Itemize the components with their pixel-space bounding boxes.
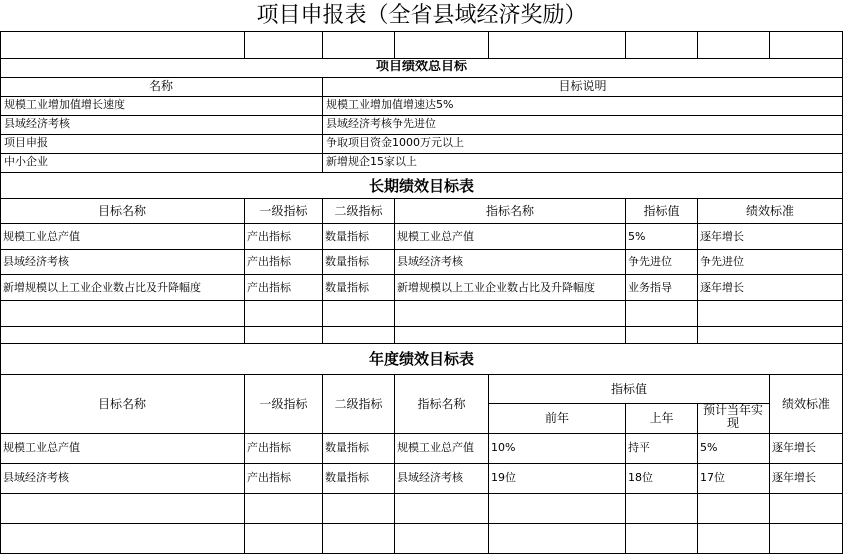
annual-header-level2: 二级指标 <box>334 397 383 411</box>
annual-header-indicator: 指标名称 <box>417 397 466 411</box>
longterm-row-standard: 逐年增长 <box>700 230 744 243</box>
longterm-row-standard: 争先进位 <box>700 255 744 268</box>
overall-col-desc: 目标说明 <box>558 79 607 93</box>
page-title: 项目申报表（全省县域经济奖励） <box>256 3 587 28</box>
longterm-row-value: 业务指导 <box>628 281 672 294</box>
annual-header-level1: 一级指标 <box>259 397 308 411</box>
longterm-header-indicator: 指标名称 <box>485 204 534 218</box>
annual-header-standard: 绩效标准 <box>781 397 830 411</box>
longterm-section-heading: 长期绩效目标表 <box>368 177 474 195</box>
longterm-row-value: 争先进位 <box>628 255 672 268</box>
longterm-row-level1: 产出指标 <box>247 230 291 243</box>
overall-row-name: 项目申报 <box>4 136 48 149</box>
annual-row-prev2: 10% <box>491 441 516 454</box>
longterm-header-level2: 二级指标 <box>334 204 383 218</box>
longterm-row-target: 规模工业总产值 <box>3 230 80 243</box>
annual-row-prev2: 19位 <box>491 471 516 484</box>
annual-header-target: 目标名称 <box>97 397 146 411</box>
overall-row-name: 县域经济考核 <box>4 117 70 130</box>
longterm-header-level1: 一级指标 <box>259 204 308 218</box>
annual-row-level2: 数量指标 <box>325 471 369 484</box>
longterm-row-target: 县域经济考核 <box>3 255 69 268</box>
longterm-row-indicator: 县域经济考核 <box>397 255 463 268</box>
longterm-row-level2: 数量指标 <box>325 281 369 294</box>
longterm-header-target: 目标名称 <box>97 204 146 218</box>
annual-row-standard: 逐年增长 <box>772 441 816 454</box>
overall-row-desc: 县域经济考核争先进位 <box>326 117 436 130</box>
annual-header-prev1: 上年 <box>649 411 674 425</box>
overall-row-name: 规模工业增加值增长速度 <box>4 98 125 111</box>
longterm-row-indicator: 新增规模以上工业企业数占比及升降幅度 <box>397 281 595 294</box>
overall-row-desc: 争取项目资金1000万元以上 <box>326 136 464 149</box>
annual-row-indicator: 规模工业总产值 <box>397 441 474 454</box>
longterm-row-indicator: 规模工业总产值 <box>397 230 474 243</box>
annual-row-prev1: 18位 <box>628 471 653 484</box>
annual-header-prev2: 前年 <box>544 411 569 425</box>
overall-row-desc: 新增规企15家以上 <box>326 155 417 168</box>
longterm-row-level2: 数量指标 <box>325 255 369 268</box>
longterm-row-level2: 数量指标 <box>325 230 369 243</box>
annual-header-expected: 预计当年实现 <box>702 404 763 430</box>
annual-row-prev1: 持平 <box>628 441 650 454</box>
overall-row-name: 中小企业 <box>4 155 48 168</box>
annual-row-expected: 17位 <box>700 471 725 484</box>
annual-row-target: 规模工业总产值 <box>3 441 80 454</box>
annual-row-expected: 5% <box>700 441 718 454</box>
longterm-header-value: 指标值 <box>643 204 680 218</box>
overall-row-desc: 规模工业增加值增速达5% <box>326 98 454 111</box>
annual-row-target: 县域经济考核 <box>3 471 69 484</box>
annual-header-value-group: 指标值 <box>610 382 647 396</box>
annual-row-level1: 产出指标 <box>247 441 291 454</box>
longterm-row-level1: 产出指标 <box>247 281 291 294</box>
overall-col-name: 名称 <box>148 79 173 93</box>
longterm-row-value: 5% <box>628 230 646 243</box>
annual-row-level1: 产出指标 <box>247 471 291 484</box>
annual-section-heading: 年度绩效目标表 <box>368 350 474 368</box>
annual-row-indicator: 县域经济考核 <box>397 471 463 484</box>
overall-section-heading: 项目绩效总目标 <box>375 60 467 74</box>
longterm-row-level1: 产出指标 <box>247 255 291 268</box>
longterm-row-target: 新增规模以上工业企业数占比及升降幅度 <box>3 281 201 294</box>
annual-row-level2: 数量指标 <box>325 441 369 454</box>
longterm-header-standard: 绩效标准 <box>745 204 794 218</box>
annual-row-standard: 逐年增长 <box>772 471 816 484</box>
longterm-row-standard: 逐年增长 <box>700 281 744 294</box>
